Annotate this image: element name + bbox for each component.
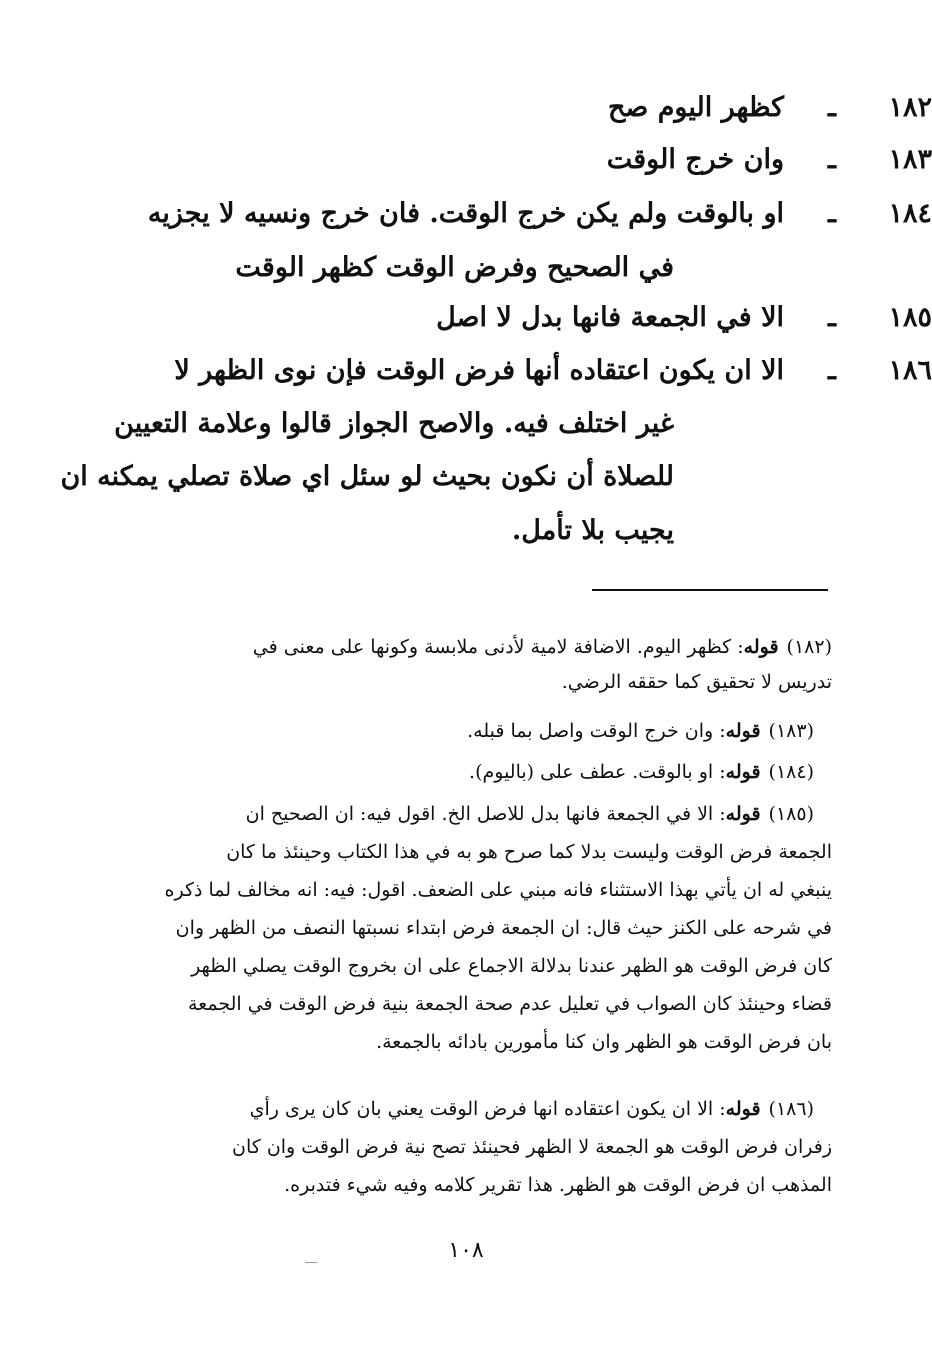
line-text: كظهر اليوم صح [607, 92, 784, 123]
main-line-184-cont: في الصحيح وفرض الوقت كظهر الوقت [235, 252, 674, 283]
footnote-line: زفران فرض الوقت هو الجمعة لا الظهر فحينئذ تصح نية فرض الوقت وان كان [232, 1136, 832, 1158]
main-line-185 [436, 302, 932, 333]
footnote-keyword: قوله [725, 761, 761, 783]
footnote-line: الجمعة فرض الوقت وليست بدلا كما صرح هو به في هذا الكتاب وحينئذ ما كان [226, 841, 832, 863]
line-number: ١٨٢ [888, 92, 932, 123]
footnote-number: (١٨٦) [768, 1098, 814, 1120]
footnote-number: (١٨٣) [768, 720, 814, 742]
main-line-183 [606, 144, 932, 175]
footnote-line [253, 630, 832, 665]
line-dash: ـ [828, 302, 836, 333]
footnote-number: (١٨٤) [768, 761, 814, 783]
footnote-line [469, 755, 814, 790]
footnote-line [467, 714, 814, 749]
line-number: ١٨٦ [888, 355, 932, 386]
footnote-text: : وان خرج الوقت واصل بما قبله. [467, 720, 726, 742]
line-dash: ـ [828, 198, 836, 229]
scan-mark [305, 1262, 317, 1263]
footnote-line: كان فرض الوقت هو الظهر عندنا بدلالة الاجماع على ان بخروج الوقت يصلي الظهر [191, 955, 832, 977]
main-line-186-cont-3: يجيب بلا تأمل. [511, 515, 674, 546]
footnote-186 [80, 1092, 832, 1202]
footnote-line: تدريس لا تحقيق كما حققه الرضي. [561, 671, 832, 693]
line-dash: ـ [828, 144, 836, 175]
footnote-line: قضاء وحينئذ كان الصواب في تعليل عدم صحة الجمعة بنية فرض الوقت في الجمعة [187, 993, 832, 1015]
line-text: او بالوقت ولم يكن خرج الوقت. فان خرج ونسيه لا يجزيه [147, 198, 784, 229]
line-number: ١٨٤ [888, 198, 932, 229]
footnote-line [246, 797, 814, 832]
main-line-186-cont-1: غير اختلف فيه. والاصح الجواز قالوا وعلامة التعيين [114, 408, 674, 439]
footnote-keyword: قوله [725, 720, 761, 742]
line-text: الا في الجمعة فانها بدل لا اصل [436, 302, 784, 333]
main-line-184 [147, 198, 932, 229]
footnote-text: : كظهر اليوم. الاضافة لامية لأدنى ملابسة وكونها على معنى في [252, 636, 744, 658]
line-dash: ـ [828, 92, 836, 123]
footnote-line [250, 1092, 814, 1127]
footnote-line: في شرحه على الكنز حيث قال: ان الجمعة فرض ابتداء نسبتها النصف من الظهر وان [175, 917, 832, 939]
footnote-line: بان فرض الوقت هو الظهر وان كنا مأمورين بادائه بالجمعة. [376, 1031, 832, 1053]
line-dash: ـ [828, 355, 836, 386]
footnote-182 [80, 630, 832, 700]
footnote-number: (١٨٥) [768, 803, 814, 825]
footnote-text: : الا في الجمعة فانها بدل للاصل الخ. اقول فيه: ان الصحيح ان [245, 803, 726, 825]
main-line-186 [174, 355, 932, 386]
footnote-text: : او بالوقت. عطف على (باليوم). [469, 761, 726, 783]
main-line-182 [607, 92, 932, 123]
footnote-text: : الا ان يكون اعتقاده انها فرض الوقت يعني بان كان يرى رأي [249, 1098, 726, 1120]
main-line-186-cont-2: للصلاة أن نكون بحيث لو سئل اي صلاة تصلي يمكنه ان [60, 461, 674, 492]
footnote-number: (١٨٢) [786, 636, 832, 658]
footnote-line: ينبغي له ان يأتي بهذا الاستثناء فانه مبني على الضعف. اقول: فيه: انه مخالف لما ذكره [164, 879, 832, 901]
line-number: ١٨٥ [888, 302, 932, 333]
line-text: وان خرج الوقت [606, 144, 784, 175]
footnote-separator [592, 589, 828, 591]
page-number: ١٠٨ [448, 1238, 484, 1263]
footnote-keyword: قوله [725, 803, 761, 825]
footnote-line: المذهب ان فرض الوقت هو الظهر. هذا تقرير كلامه وفيه شيء فتدبره. [284, 1174, 832, 1196]
footnote-keyword: قوله [725, 1098, 761, 1120]
footnote-185 [80, 797, 832, 1053]
line-number: ١٨٣ [888, 144, 932, 175]
footnote-keyword: قوله [743, 636, 779, 658]
footnote-184 [80, 755, 832, 790]
footnote-183 [80, 714, 832, 749]
line-text: الا ان يكون اعتقاده أنها فرض الوقت فإن نوى الظهر لا [174, 355, 784, 386]
